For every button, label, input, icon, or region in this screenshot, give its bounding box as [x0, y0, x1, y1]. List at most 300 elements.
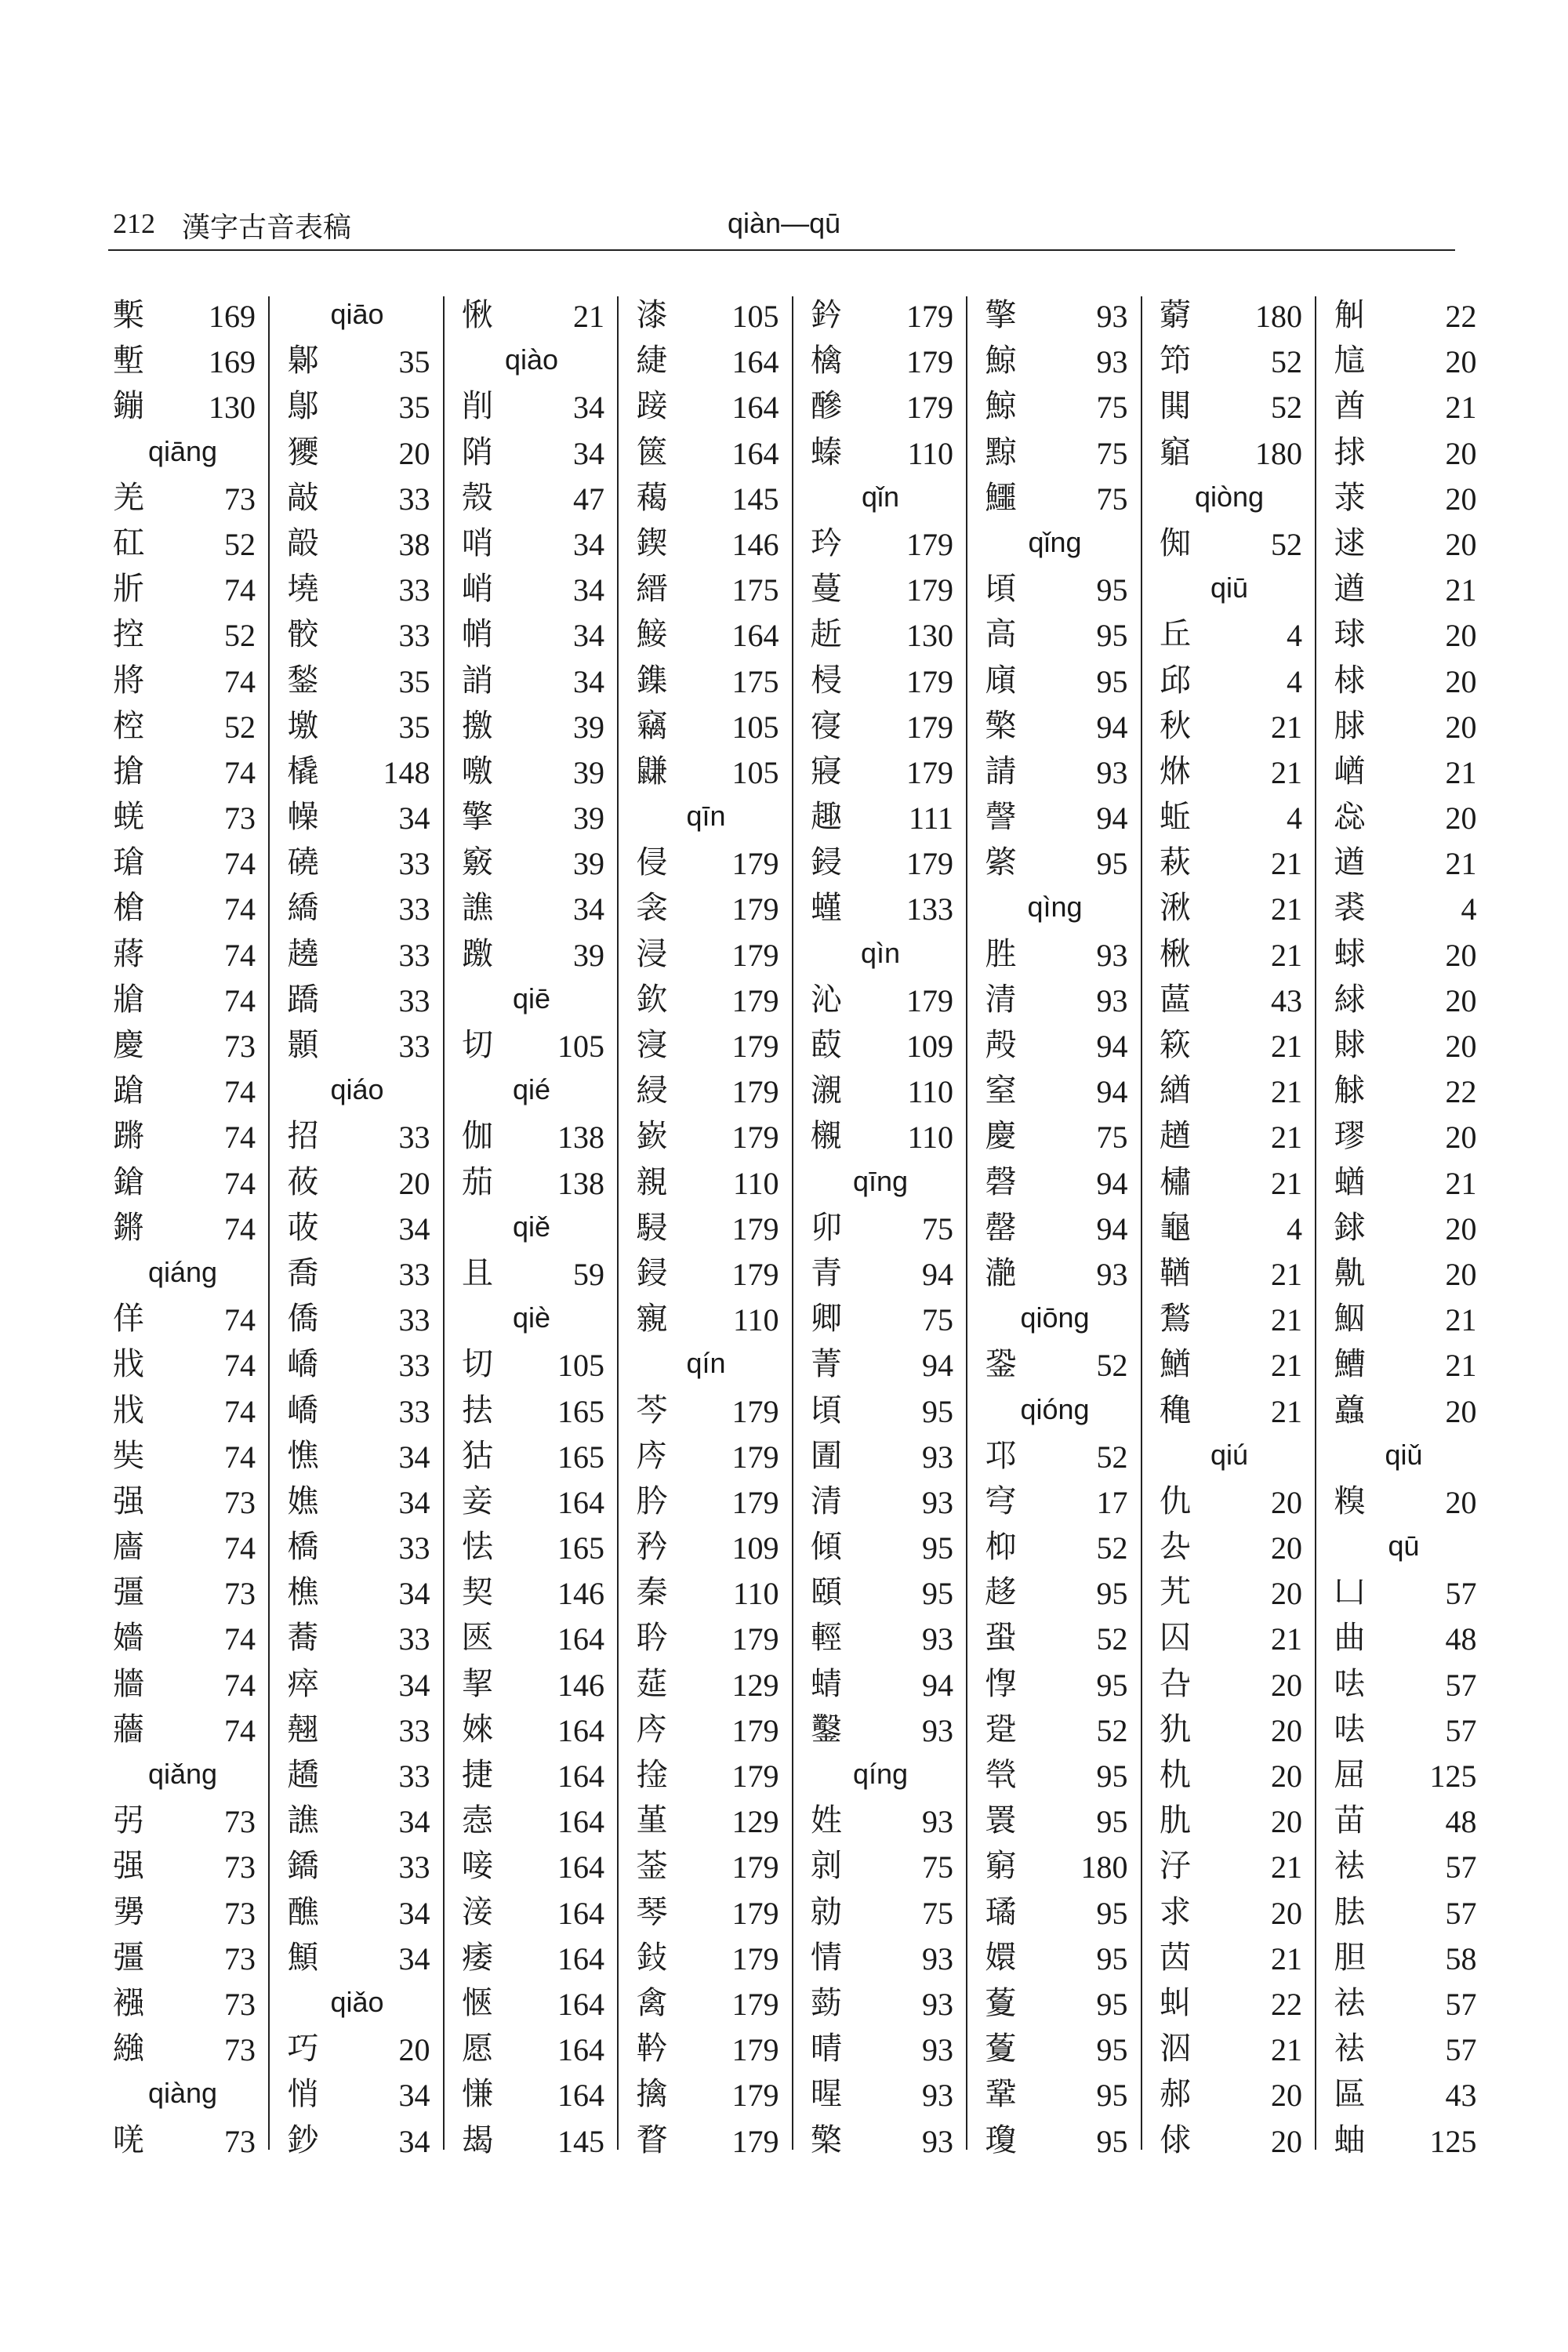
entry-number: 146 — [731, 526, 779, 562]
entry-character: 跫 — [985, 1711, 1017, 1748]
entry-character: 槍 — [113, 890, 144, 927]
entry-row — [981, 1661, 1130, 1706]
entry-character: 暒 — [811, 2076, 842, 2113]
entry-row — [806, 1387, 955, 1432]
entry-row — [806, 1432, 955, 1478]
entry-character: 玪 — [811, 524, 842, 561]
entry-row — [108, 1341, 257, 1386]
entry-number: 34 — [398, 1804, 430, 1840]
entry-row — [1330, 1295, 1479, 1341]
entry-row — [1155, 1614, 1304, 1660]
entry-row — [108, 702, 257, 748]
entry-character: 堇 — [636, 1802, 668, 1839]
entry-character: 崷 — [1334, 753, 1366, 789]
entry-number: 179 — [906, 572, 953, 608]
entry-number: 21 — [1445, 390, 1477, 426]
entry-row — [283, 839, 432, 884]
entry-character: 綮 — [985, 844, 1017, 881]
entry-row — [806, 383, 955, 428]
entry-number: 179 — [906, 390, 953, 426]
entry-number: 179 — [906, 344, 953, 380]
entry-row — [632, 748, 781, 793]
entry-row — [1155, 1569, 1304, 1614]
entry-number: 74 — [224, 1165, 256, 1201]
pinyin-heading: qiū — [1210, 572, 1249, 604]
entry-number: 93 — [1096, 1256, 1128, 1292]
entry-character: 璆 — [1334, 1118, 1366, 1155]
entry-number: 95 — [922, 1393, 953, 1429]
entry-row — [981, 1112, 1130, 1158]
entry-character: 寴 — [636, 1301, 668, 1338]
entry-row — [806, 2071, 955, 2116]
entry-number: 110 — [907, 1074, 953, 1110]
entry-row — [283, 1387, 432, 1432]
entry-character: 鏶 — [636, 662, 668, 699]
pinyin-heading: qióng — [1020, 1392, 1090, 1425]
entry-number: 74 — [224, 1667, 256, 1703]
entry-row — [283, 702, 432, 748]
column-divider — [617, 296, 619, 2150]
entry-character: 青 — [811, 1254, 842, 1291]
entry-number: 93 — [922, 1439, 953, 1475]
entry-number: 169 — [209, 344, 256, 380]
entry-character: 朅 — [462, 2122, 493, 2158]
entry-character: 蘠 — [113, 1711, 144, 1748]
entry-character: 姓 — [811, 1802, 842, 1839]
entry-number: 74 — [224, 937, 256, 973]
entry-row — [1155, 1250, 1304, 1295]
entry-character: 鍥 — [636, 524, 668, 561]
entry-character: 繑 — [287, 890, 319, 927]
entry-character: 禽 — [636, 1984, 668, 2021]
entry-character: 骹 — [287, 616, 319, 653]
entry-row — [981, 1432, 1130, 1478]
entry-number: 179 — [731, 1940, 779, 1976]
entry-character: 煢 — [985, 1757, 1017, 1793]
entry-row — [632, 657, 781, 702]
entry-character: 慶 — [113, 1027, 144, 1063]
entry-row — [1330, 383, 1479, 428]
entry-row — [632, 474, 781, 520]
entry-character: 枊 — [985, 1529, 1017, 1566]
entry-number: 20 — [398, 1165, 430, 1201]
entry-number: 21 — [1445, 1165, 1477, 1201]
entry-character: 蝤 — [1334, 1163, 1366, 1200]
entry-number: 179 — [731, 2078, 779, 2114]
entry-number: 34 — [573, 618, 604, 654]
entry-number: 73 — [224, 1986, 256, 2022]
entry-character: 彊 — [113, 1574, 144, 1611]
entry-number: 93 — [922, 1484, 953, 1520]
entry-number: 73 — [224, 2123, 256, 2159]
entry-row — [108, 793, 257, 839]
entry-character: 高 — [985, 616, 1017, 653]
entry-number: 179 — [731, 1621, 779, 1657]
entry-character: 訄 — [1334, 343, 1366, 379]
entry-character: 竊 — [636, 707, 668, 744]
entry-row — [981, 429, 1130, 474]
entry-character: 穹 — [985, 1483, 1017, 1519]
entry-number: 93 — [1096, 344, 1128, 380]
entry-number: 138 — [557, 1165, 604, 1201]
entry-row — [108, 1934, 257, 1980]
entry-number: 138 — [557, 1120, 604, 1156]
entry-number: 57 — [1445, 1712, 1477, 1748]
entry-character: 蜣 — [113, 799, 144, 836]
entry-character: 戕 — [113, 1346, 144, 1383]
entry-character: 切 — [462, 1027, 493, 1063]
entry-character: 捦 — [636, 1757, 668, 1793]
entry-number: 43 — [1445, 2078, 1477, 2114]
entry-row — [1155, 1934, 1304, 1980]
entry-row — [457, 1842, 606, 1888]
entry-number: 111 — [908, 800, 953, 837]
entry-number: 93 — [922, 2032, 953, 2068]
entry-row — [981, 839, 1130, 884]
entry-character: 巧 — [287, 2031, 319, 2067]
entry-row — [981, 702, 1130, 748]
entry-character: 晴 — [811, 2031, 842, 2067]
entry-row — [1155, 1159, 1304, 1204]
entry-row — [1155, 1341, 1304, 1386]
entry-row — [632, 1797, 781, 1842]
entry-character: 頃 — [985, 571, 1017, 608]
entry-number: 21 — [1445, 1348, 1477, 1384]
entry-character: 逑 — [1334, 524, 1366, 561]
entry-number: 4 — [1287, 663, 1302, 699]
entry-row — [108, 748, 257, 793]
entry-number: 34 — [573, 663, 604, 699]
entry-character: 虯 — [1160, 1984, 1191, 2021]
entry-character: 苗 — [1334, 1802, 1366, 1839]
entry-number: 164 — [557, 1712, 604, 1748]
entry-row — [108, 976, 257, 1022]
entry-number: 164 — [557, 1484, 604, 1520]
entry-character: 菳 — [636, 1848, 668, 1885]
entry-number: 48 — [1445, 1621, 1477, 1657]
entry-row — [457, 1751, 606, 1797]
entry-row — [1330, 1159, 1479, 1204]
entry-character: 奘 — [113, 1437, 144, 1474]
entry-row — [981, 2025, 1130, 2071]
entry-character: 悫 — [462, 1802, 493, 1839]
entry-character: 螓 — [811, 434, 842, 470]
entry-row — [283, 1797, 432, 1842]
entry-character: 鮂 — [1334, 1301, 1366, 1338]
entry-character: 梫 — [811, 662, 842, 699]
entry-number: 34 — [398, 1439, 430, 1475]
header-rule — [108, 249, 1455, 251]
entry-row — [108, 1478, 257, 1523]
entry-character: 呿 — [1334, 1665, 1366, 1702]
entry-row — [457, 884, 606, 930]
entry-character: 瘁 — [287, 1665, 319, 1702]
entry-character: 慶 — [985, 1118, 1017, 1155]
entry-row — [283, 1022, 432, 1067]
entry-number: 74 — [224, 1120, 256, 1156]
entry-row — [981, 1067, 1130, 1112]
entry-row — [108, 2117, 257, 2162]
entry-number: 20 — [1445, 800, 1477, 837]
entry-character: 肣 — [636, 1483, 668, 1519]
entry-row — [1155, 292, 1304, 337]
entry-character: 靲 — [636, 2031, 668, 2067]
entry-row — [457, 1478, 606, 1523]
entry-character: 窮 — [985, 1848, 1017, 1885]
pinyin-heading: qiǎo — [330, 1985, 384, 2018]
entry-character: 鍫 — [287, 662, 319, 699]
entry-character: 篍 — [1160, 1027, 1191, 1063]
pinyin-heading: qiě — [512, 1210, 551, 1243]
entry-row — [108, 1842, 257, 1888]
entry-row — [108, 520, 257, 565]
entry-character: 削 — [462, 388, 493, 425]
entry-character: 庈 — [636, 1711, 668, 1748]
entry-character: 鄥 — [287, 388, 319, 425]
entry-character: 烌 — [1160, 753, 1191, 789]
entry-row — [1330, 657, 1479, 702]
pinyin-heading: qié — [512, 1073, 551, 1106]
entry-row — [981, 611, 1130, 656]
entry-row — [283, 565, 432, 611]
entry-row — [632, 884, 781, 930]
character-index-columns — [108, 292, 1477, 2173]
entry-character: 龜 — [1160, 1209, 1191, 1246]
entry-row — [981, 1204, 1130, 1250]
entry-character: 茄 — [462, 1163, 493, 1200]
entry-row — [1330, 429, 1479, 474]
entry-row — [457, 520, 606, 565]
entry-character: 邛 — [985, 1437, 1017, 1474]
entry-number: 20 — [1445, 344, 1477, 380]
entry-character: 廧 — [113, 1529, 144, 1566]
entry-character: 泅 — [1160, 2031, 1191, 2067]
entry-character: 凵 — [1334, 1574, 1366, 1611]
entry-character: 契 — [462, 1574, 493, 1611]
entry-row — [108, 1432, 257, 1478]
entry-row — [806, 748, 955, 793]
entry-number: 179 — [906, 846, 953, 882]
entry-character: 鞏 — [985, 2076, 1017, 2113]
entry-number: 57 — [1445, 2032, 1477, 2068]
entry-character: 陗 — [462, 434, 493, 470]
pinyin-heading: qǐn — [861, 480, 900, 513]
entry-character: 嶔 — [636, 1118, 668, 1155]
entry-number: 21 — [1271, 754, 1302, 790]
entry-row — [632, 2117, 781, 2162]
entry-number: 21 — [1271, 1165, 1302, 1201]
entry-row — [1330, 884, 1479, 930]
entry-row — [1330, 931, 1479, 976]
entry-row — [283, 1159, 432, 1204]
entry-character: 弜 — [113, 1802, 144, 1839]
entry-row — [1330, 1661, 1479, 1706]
entry-character: 勍 — [811, 1893, 842, 1930]
entry-number: 146 — [557, 1576, 604, 1612]
entry-number: 21 — [1271, 1940, 1302, 1976]
entry-number: 179 — [731, 1986, 779, 2022]
entry-character: 區 — [1334, 2076, 1366, 2113]
entry-character: 卿 — [811, 1301, 842, 1338]
entry-row — [457, 1112, 606, 1158]
entry-character: 芩 — [636, 1392, 668, 1428]
entry-character: 擒 — [636, 2076, 668, 2113]
entry-row — [806, 520, 955, 565]
entry-number: 74 — [224, 1210, 256, 1247]
entry-number: 21 — [1271, 1256, 1302, 1292]
entry-character: 橋 — [287, 1529, 319, 1566]
entry-row — [457, 1022, 606, 1067]
entry-number: 73 — [224, 481, 256, 517]
entry-row — [1155, 1067, 1304, 1112]
entry-character: 清 — [811, 1483, 842, 1519]
entry-character: 趬 — [287, 935, 319, 972]
entry-number: 20 — [1445, 1210, 1477, 1247]
entry-number: 52 — [224, 709, 256, 745]
entry-number: 59 — [573, 1256, 604, 1292]
entry-row — [283, 1706, 432, 1751]
entry-character: 將 — [113, 662, 144, 699]
entry-character: 蹡 — [113, 1118, 144, 1155]
entry-number: 109 — [906, 1029, 953, 1064]
entry-number: 179 — [731, 1849, 779, 1886]
entry-character: 擎 — [985, 297, 1017, 333]
entry-row — [283, 1934, 432, 1980]
entry-row — [457, 1614, 606, 1660]
entry-row — [981, 383, 1130, 428]
entry-row — [981, 748, 1130, 793]
entry-number: 20 — [398, 435, 430, 471]
entry-character: 衾 — [636, 890, 668, 927]
entry-number: 52 — [1271, 526, 1302, 562]
entry-character: 頃 — [811, 1392, 842, 1428]
entry-number: 179 — [731, 1393, 779, 1429]
entry-number: 52 — [1096, 1712, 1128, 1748]
entry-number: 21 — [573, 299, 604, 334]
entry-row — [108, 1523, 257, 1569]
entry-row — [283, 383, 432, 428]
entry-number: 20 — [398, 2032, 430, 2068]
entry-character: 銎 — [985, 1346, 1017, 1383]
entry-row — [632, 429, 781, 474]
entry-number: 20 — [1271, 2078, 1302, 2114]
entry-character: 殼 — [462, 479, 493, 516]
entry-row — [632, 520, 781, 565]
entry-character: 顦 — [287, 1939, 319, 1976]
entry-character: 袪 — [1334, 1848, 1366, 1885]
entry-number: 94 — [922, 1348, 953, 1384]
entry-number: 21 — [1271, 1120, 1302, 1156]
entry-row — [108, 1706, 257, 1751]
entry-number: 179 — [906, 982, 953, 1018]
entry-row — [806, 1889, 955, 1934]
entry-character: 緧 — [1160, 1073, 1191, 1109]
entry-row — [457, 1387, 606, 1432]
entry-number: 20 — [1445, 1029, 1477, 1064]
entry-row — [283, 1295, 432, 1341]
entry-character: 橇 — [287, 753, 319, 789]
entry-number: 164 — [731, 390, 779, 426]
entry-number: 34 — [398, 1484, 430, 1520]
entry-character: 汓 — [1160, 1848, 1191, 1885]
entry-row — [108, 1022, 257, 1067]
entry-number: 110 — [907, 1120, 953, 1156]
entry-row — [981, 1569, 1130, 1614]
entry-row — [806, 2117, 955, 2162]
entry-number: 20 — [1271, 1484, 1302, 1520]
entry-character: 櫬 — [811, 1118, 842, 1155]
entry-character: 情 — [811, 1939, 842, 1976]
entry-row — [806, 1204, 955, 1250]
entry-number: 21 — [1271, 1029, 1302, 1064]
entry-number: 148 — [383, 754, 430, 790]
entry-character: 黥 — [985, 434, 1017, 470]
entry-character: 蛷 — [1334, 935, 1366, 972]
entry-character: 鼽 — [1334, 1254, 1366, 1291]
entry-character: 趍 — [985, 1574, 1017, 1611]
entry-row — [1155, 931, 1304, 976]
entry-number: 93 — [1096, 937, 1128, 973]
entry-character: 瞏 — [985, 1802, 1017, 1839]
entry-row — [1155, 1797, 1304, 1842]
entry-number: 179 — [731, 1484, 779, 1520]
entry-character: 橚 — [1160, 1163, 1191, 1200]
entry-number: 175 — [731, 663, 779, 699]
entry-number: 164 — [557, 1849, 604, 1886]
entry-row — [457, 748, 606, 793]
entry-character: 戕 — [113, 1392, 144, 1428]
entry-character: 莜 — [287, 1163, 319, 1200]
entry-number: 20 — [1271, 1804, 1302, 1840]
entry-row — [981, 1751, 1130, 1797]
entry-character: 淁 — [462, 1893, 493, 1930]
entry-row — [981, 793, 1130, 839]
entry-character: 閧 — [1160, 388, 1191, 425]
entry-row — [806, 565, 955, 611]
pinyin-heading: qiào — [504, 343, 559, 376]
entry-row — [283, 520, 432, 565]
entry-character: 寢 — [811, 753, 842, 789]
entry-row — [1330, 2117, 1479, 2162]
index-column — [1330, 292, 1479, 2162]
entry-number: 22 — [1271, 1986, 1302, 2022]
entry-row — [806, 429, 955, 474]
entry-number: 164 — [557, 2032, 604, 2068]
entry-row — [632, 1432, 781, 1478]
entry-number: 93 — [922, 2078, 953, 2114]
entry-row — [108, 839, 257, 884]
entry-number: 21 — [1271, 937, 1302, 973]
entry-row — [1155, 1523, 1304, 1569]
entry-character: 鰌 — [1160, 1346, 1191, 1383]
entry-number: 75 — [1096, 1120, 1128, 1156]
entry-character: 鯨 — [985, 343, 1017, 379]
entry-number: 125 — [1429, 1759, 1477, 1794]
entry-row — [1155, 1112, 1304, 1158]
entry-number: 180 — [1255, 299, 1302, 334]
entry-row — [981, 1341, 1130, 1386]
entry-number: 20 — [1445, 1393, 1477, 1429]
index-column — [632, 292, 781, 2162]
entry-row — [981, 976, 1130, 1022]
entry-row — [981, 1980, 1130, 2025]
entry-character: 朹 — [1160, 1757, 1191, 1793]
entry-row — [632, 1751, 781, 1797]
entry-character: 斨 — [113, 571, 144, 608]
entry-number: 129 — [731, 1804, 779, 1840]
entry-character: 敲 — [287, 479, 319, 516]
entry-row — [632, 839, 781, 884]
